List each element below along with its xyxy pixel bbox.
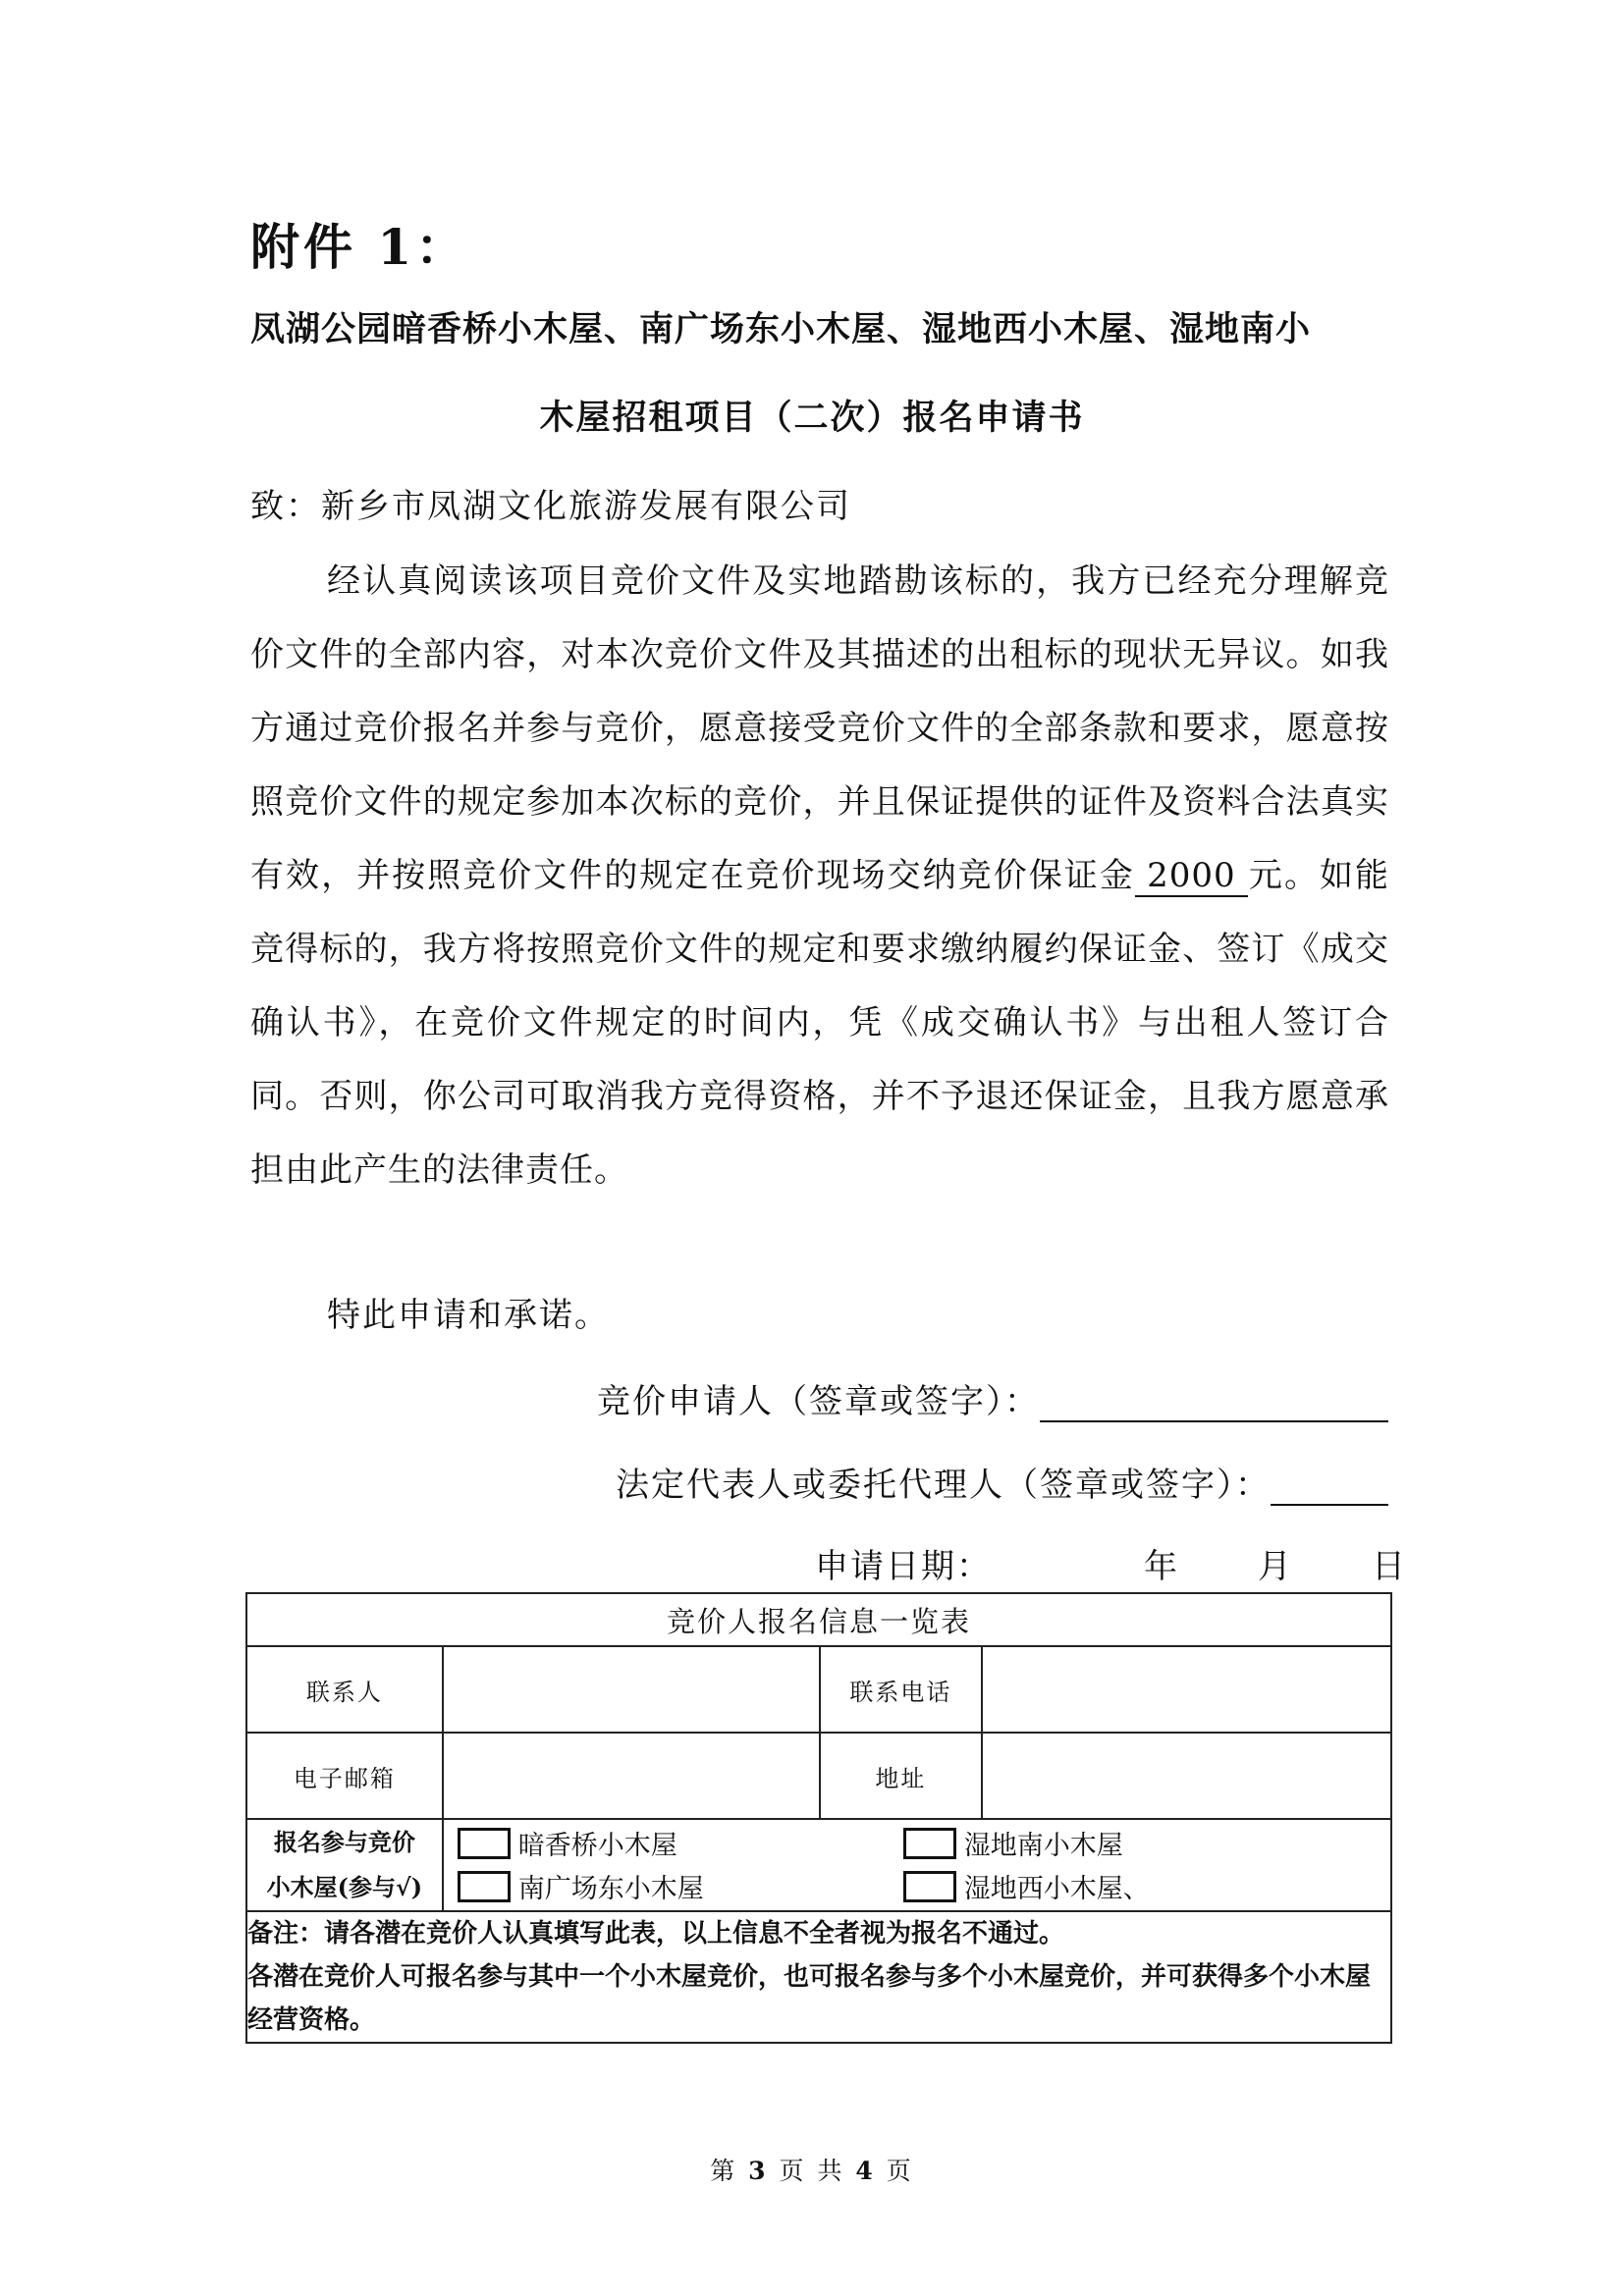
total-pages: 4 [855, 2157, 876, 2185]
applicant-signature-row [597, 1374, 1388, 1422]
option-label: 湿地南小木屋 [963, 1831, 1123, 1861]
note-line-2: 各潜在竞价人可报名参与其中一个小木屋竞价，也可报名参与多个小木屋竞价，并可获得多个小木屋经营资格。 [247, 1962, 1372, 2035]
applicant-signature-label: 竞价申请人（签章或签字）： [597, 1382, 1040, 1421]
registration-info-table [245, 1592, 1392, 2044]
contact-phone-field[interactable] [982, 1646, 1391, 1733]
note-line-1: 备注：请各潜在竞价人认真填写此表，以上信息不全者视为报名不通过。 [247, 1919, 1065, 1949]
date-label: 申请日期： [815, 1547, 992, 1586]
address-label: 地址 [820, 1733, 982, 1819]
option-label: 湿地西小木屋、 [963, 1874, 1150, 1904]
table-caption: 竞价人报名信息一览表 [246, 1593, 1391, 1646]
contact-person-field[interactable] [443, 1646, 820, 1733]
option-shidinan[interactable] [903, 1824, 1123, 1862]
current-page: 3 [748, 2157, 769, 2185]
checkbox[interactable] [903, 1828, 956, 1859]
body-text-part-2: 元。如能竞得标的，我方将按照竞价文件的规定和要求缴纳履约保证金、签订《成交确认书》，在竞价文件规定的时间内，凭《成交确认书》与出租人签订合同。否则，你公司可取消我方竞得资格，并不予退还保证金，且我方愿意承担由此产生的法律责任。 [250, 856, 1390, 1190]
cabin-options-cell [443, 1819, 1391, 1911]
contact-phone-label: 联系电话 [820, 1646, 982, 1733]
checkbox[interactable] [458, 1871, 511, 1902]
body-paragraph [250, 545, 1389, 1207]
body-text-part-1: 经认真阅读该项目竞价文件及实地踏勘该标的，我方已经充分理解竞价文件的全部内容，对本次竞价文件及其描述的出租标的现状无异议。如我方通过竞价报名并参与竞价，愿意接受竞价文件的全部条款和要求，愿意按照竞价文件的规定参加本次标的竞价，并且保证提供的证件及资料合法真实有效，并按照竞价文件的规定在竞价现场交纳竞价保证金 [250, 561, 1389, 895]
option-label: 南广场东小木屋 [517, 1874, 704, 1904]
title-line-2: 木屋招租项目（二次）报名申请书 [539, 398, 1085, 438]
annex-label: 附件 1： [250, 218, 469, 276]
date-month: 月 [1258, 1547, 1293, 1586]
cabin-label-line-2: 小木屋(参与√) [266, 1873, 423, 1901]
title-line-1: 凤湖公园暗香桥小木屋、南广场东小木屋、湿地西小木屋、湿地南小 [250, 309, 1312, 349]
page-number [0, 2152, 1624, 2187]
cabin-selection-label [246, 1819, 443, 1911]
table-note [246, 1911, 1391, 2043]
option-label: 暗香桥小木屋 [517, 1831, 677, 1861]
closing-statement: 特此申请和承诺。 [327, 1296, 610, 1335]
address-field[interactable] [982, 1733, 1391, 1819]
page-middle: 页 共 [779, 2157, 845, 2185]
cabin-label-line-1: 报名参与竞价 [273, 1828, 415, 1856]
page-suffix: 页 [886, 2157, 914, 2185]
page-prefix: 第 [710, 2157, 738, 2185]
option-nanguangchangdong[interactable] [458, 1867, 704, 1905]
representative-signature-row [616, 1458, 1388, 1506]
checkbox[interactable] [903, 1871, 956, 1902]
applicant-signature-line[interactable] [1040, 1383, 1388, 1422]
representative-signature-line[interactable] [1271, 1467, 1388, 1506]
contact-person-label: 联系人 [246, 1646, 443, 1733]
email-field[interactable] [443, 1733, 820, 1819]
option-anxiangqiao[interactable] [458, 1824, 677, 1862]
option-shidixi[interactable] [903, 1867, 1150, 1905]
addressee: 致：新乡市凤湖文化旅游发展有限公司 [250, 487, 851, 526]
checkbox[interactable] [458, 1828, 511, 1859]
deposit-amount: 2000 [1135, 856, 1248, 897]
email-label: 电子邮箱 [246, 1733, 443, 1819]
date-year: 年 [1144, 1547, 1179, 1586]
representative-signature-label: 法定代表人或委托代理人（签章或签字）： [616, 1466, 1271, 1505]
application-date [815, 1539, 1407, 1587]
date-day: 日 [1372, 1547, 1407, 1586]
